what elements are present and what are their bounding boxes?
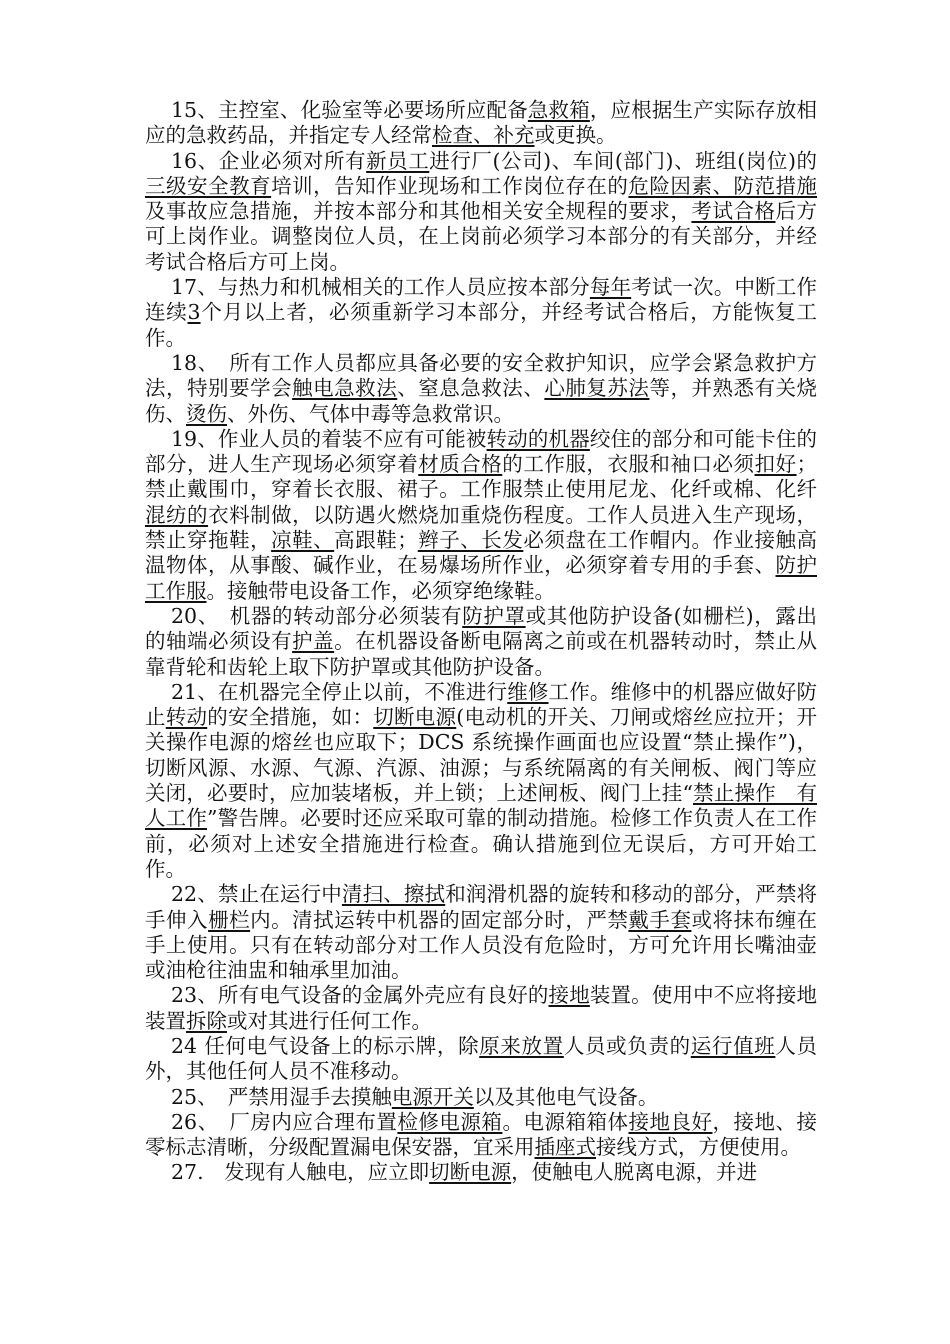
underlined-term: 材质合格 (418, 452, 503, 477)
underlined-term: 扣好 (754, 452, 797, 477)
underlined-term: 辫子、长发 (417, 528, 524, 553)
underlined-term: 接地良好 (628, 1109, 713, 1134)
underlined-term: 检查、补充 (432, 123, 535, 148)
text-run: 。接触带电设备工作，必须穿绝缘鞋。 (206, 578, 555, 603)
underlined-term: 心肺复苏法 (544, 376, 650, 401)
underlined-term: 考试合格 (691, 199, 776, 224)
text-run: 、窒息急救法、 (397, 376, 545, 401)
text-run: 、外伤、气体中毒等急救常识。 (227, 401, 514, 426)
underlined-term: 拆除 (186, 1008, 227, 1033)
text-run: 23、所有电气设备的金属外壳应有良好的 (171, 983, 549, 1008)
paragraph (145, 427, 817, 604)
paragraph (145, 604, 817, 680)
text-run: 22、禁止在运行中 (171, 882, 342, 907)
text-run: 的工作服，衣服和袖口必须 (502, 452, 755, 477)
text-run: 25、 严禁用湿手去摸触 (171, 1084, 392, 1109)
underlined-term: 烫伤 (186, 401, 227, 426)
text-run: 衣料制做，以防遇火燃烧加重烧伤程度。工作人员进入生产现场，禁止穿拖鞋， (145, 502, 818, 553)
underlined-term: 三级安全教育 (145, 173, 272, 198)
underlined-term: 护盖 (292, 629, 335, 654)
underlined-term: 凉鞋、 (271, 528, 335, 553)
text-run: 或将抹布缠在手上使用。只有在转动部分对工作人员没有危险时，方可允许用长嘴油壶或油枪往油盅和轴承里加油。 (145, 907, 818, 983)
underlined-term: 电源开关 (391, 1084, 474, 1109)
underlined-term: 新员工 (366, 148, 430, 173)
underlined-term: 清扫、擦拭 (341, 882, 446, 907)
underlined-term: 急救箱 (527, 98, 590, 122)
text-run: 绞住的部分和可能卡住的部分，进人生产现场必须穿着 (145, 426, 818, 477)
underlined-term: 切断电源 (373, 705, 457, 730)
text-run: ，使触电人脱离电源，并进 (511, 1160, 758, 1185)
text-run: 进行厂(公司)、车间(部门)、班组(岗位)的 (429, 148, 817, 173)
text-run: 20、 机器的转动部分必须装有 (171, 603, 463, 628)
underlined-term: 插座式 (534, 1135, 596, 1160)
underlined-term: 运行值班 (690, 1033, 776, 1058)
paragraph (145, 98, 817, 149)
text-run: 27. 发现有人触电，应立即 (171, 1160, 430, 1185)
document-body (145, 98, 817, 1186)
underlined-term: 维修 (507, 679, 549, 704)
underlined-term: 3 (187, 300, 201, 325)
text-run: 内。清拭运转中机器的固定部分时，严禁 (250, 907, 629, 932)
underlined-term: 禁止操作 有人工作 (145, 781, 818, 831)
text-run: 及事故应急措施，并按本部分和其他相关安全规程的要求， (145, 199, 692, 224)
paragraph (145, 1034, 817, 1085)
underlined-term: 防护工作服 (145, 553, 818, 603)
underlined-term: 栅栏 (208, 907, 251, 932)
underlined-term: 戴手套 (628, 907, 692, 932)
text-run: 人员外，其他任何人员不准移动。 (145, 1033, 818, 1084)
text-run: 个月以上者，必须重新学习本部分，并经考试合格后，方能恢复工作。 (145, 300, 818, 350)
text-run: 19、作业人员的着装不应有可能被 (171, 426, 487, 451)
text-run: 工作。维修中的机器应做好防止 (145, 679, 817, 730)
text-run: 18、 所有工作人员都应具备必要的安全救护知识，应学会紧急救护方法，特别要学会 (145, 350, 817, 401)
underlined-term: 混纺的 (145, 502, 209, 527)
text-run: 以及其他电气设备。 (473, 1084, 659, 1109)
text-run: 考试一次。中断工作连续 (145, 275, 817, 325)
paragraph (145, 1085, 817, 1110)
text-run: 等，并熟悉有关烧伤、 (145, 376, 818, 426)
paragraph (145, 351, 817, 427)
paragraph (145, 1160, 817, 1185)
paragraph (145, 983, 817, 1034)
text-run: ，接地、接零标志清晰，分级配置漏电保安器，宜采用 (145, 1109, 818, 1160)
underlined-term: 检修电源箱 (397, 1109, 503, 1134)
text-run: 15、主控室、化验室等必要场所应配备 (171, 98, 528, 122)
text-run: 的安全措施，如： (207, 705, 374, 730)
text-run: 必须盘在工作帽内。作业接触高温物体，从事酸、碱作业，在易爆场所作业，必须穿着专用的手套、 (145, 528, 818, 578)
text-run: 21、在机器完全停止以前，不准进行 (171, 679, 508, 704)
underlined-term: 转动的机器 (486, 426, 590, 451)
text-run: 人员或负责的 (563, 1033, 691, 1058)
text-run: 和润滑机器的旋转和移动的部分，严禁将手伸入 (145, 882, 818, 932)
text-run: 16、企业必须对所有 (171, 148, 367, 173)
paragraph (145, 1110, 817, 1161)
underlined-term: 触电急救法 (292, 376, 398, 401)
text-run: ”警告牌。必要时还应采取可靠的制动措施。检修工作负责人在工作前，必须对上述安全措施进行检查。确认措施到位无误后，方可开始工作。 (145, 806, 818, 881)
text-run: 。在机器设备断电隔离之前或在机器转动时，禁止从靠背轮和齿轮上取下防护罩或其他防护设备。 (145, 629, 818, 679)
text-run: 17、与热力和机械相关的工作人员应按本部分 (171, 275, 590, 300)
text-run: 培训，告知作业现场和工作岗位存在的 (271, 173, 629, 198)
text-run: 。电源箱箱体 (502, 1109, 629, 1134)
underlined-term: 原来放置 (479, 1033, 564, 1058)
text-run: 或其他防护设备(如栅栏)，露出的轴端必须设有 (145, 603, 817, 654)
paragraph (145, 275, 817, 351)
text-run: 26、 厂房内应合理布置 (171, 1109, 398, 1134)
paragraph (145, 680, 817, 882)
text-run: 或对其进行任何工作。 (227, 1008, 432, 1033)
text-run: 高跟鞋； (334, 528, 418, 553)
underlined-term: 转动 (165, 705, 208, 730)
underlined-term: 每年 (589, 275, 632, 300)
paragraph (145, 882, 817, 983)
paragraph (145, 149, 817, 275)
text-run: ，应根据生产实际存放相应的急救药品，并指定专人经常 (145, 98, 818, 148)
text-run: 装置。使用中不应将接地装置 (145, 983, 817, 1033)
text-run: 后方可上岗作业。调整岗位人员，在上岗前必须学习本部分的有关部分，并经考试合格后方可上岗。 (145, 199, 818, 274)
underlined-term: 接地 (548, 983, 590, 1008)
underlined-term: 危险因素、防范措施 (628, 173, 818, 198)
text-run: 24 任何电气设备上的标示牌，除 (171, 1033, 480, 1058)
underlined-term: 防护罩 (462, 603, 526, 628)
underlined-term: 切断电源 (429, 1160, 512, 1185)
text-run: ；禁止戴围巾，穿着长衣服、裙子。工作服禁止使用尼龙、化纤或棉、化纤 (145, 452, 818, 502)
text-run: (电动机的开关、刀闸或熔丝应拉开；开关操作电源的熔丝也应取下；DCS 系统操作画面也应设置“禁止操作”)，切断风源、水源、气源、汽源、油源；与系统隔离的有关闸板、阀门等应关闭，必要时，应加装堵板，并上锁；上述闸板、阀门上挂“ (145, 705, 817, 806)
text-run: 接线方式，方便使用。 (596, 1135, 801, 1160)
text-run: 或更换。 (534, 123, 617, 148)
